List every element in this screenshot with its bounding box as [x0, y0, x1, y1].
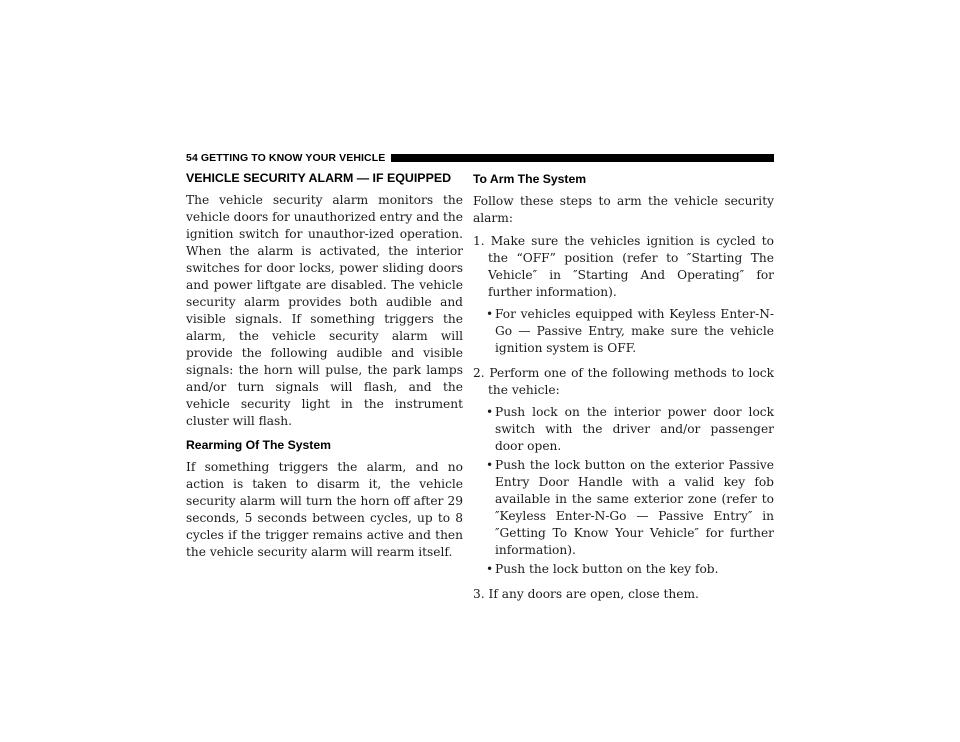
step-1: 1. Make sure the vehicles ignition is cycled to the “OFF” position (refer to ″Starting The Vehicle″ in ″Starting And Operating″ for further information).: [473, 234, 774, 299]
step-1-bullets: [473, 306, 774, 357]
left-column: [186, 170, 463, 567]
rearm-heading: Rearming Of The System: [186, 438, 331, 452]
intro-paragraph: The vehicle security alarm monitors the vehicle doors for unauthorized entry and the ignition switch for unauthor-ized operation. When the alarm is activated, the interior switches for door locks, power sliding doors and power liftgate are disabled. The vehicle security alarm provides both audible and visible signals. If something triggers the alarm, the vehicle security alarm will provide the following audible and visible signals: the horn will pulse, the park lamps and/or turn signals will flash, and the vehicle security light in the instrument cluster will flash.: [186, 193, 463, 428]
step-2-bullet: • Push the lock button on the key fob.: [473, 561, 774, 578]
page-header-label: 54 GETTING TO KNOW YOUR VEHICLE: [186, 152, 386, 164]
step-2-bullet: • Push the lock button on the exterior Passive Entry Door Handle with a valid key fob available in the same exterior zone (refer to ″Keyless Enter-N-Go — Passive Entry″ in ″Getting To Know Your Vehicle″ for further information).: [473, 457, 774, 559]
step-2: 2. Perform one of the following methods to lock the vehicle:: [473, 366, 774, 397]
page-header: [186, 152, 774, 164]
section-title: VEHICLE SECURITY ALARM — IF EQUIPPED: [186, 171, 452, 185]
rearm-paragraph: If something triggers the alarm, and no action is taken to disarm it, the vehicle security alarm will turn the horn off after 29 seconds, 5 seconds between cycles, up to 8 cycles if the trigger remains active and then the vehicle security alarm will rearm itself.: [186, 460, 463, 559]
step-3: 3. If any doors are open, close them.: [473, 587, 699, 601]
header-rule: [391, 154, 774, 162]
right-column: [473, 170, 774, 608]
step-2-bullet: • Push lock on the interior power door lock switch with the driver and/or passenger door open.: [473, 404, 774, 455]
arm-intro-paragraph: Follow these steps to arm the vehicle security alarm:: [473, 194, 774, 225]
step-1-bullet: • For vehicles equipped with Keyless Enter-N-Go — Passive Entry, make sure the vehicle ignition system is OFF.: [473, 306, 774, 357]
arm-heading: To Arm The System: [473, 172, 587, 186]
step-2-bullets: [473, 404, 774, 578]
